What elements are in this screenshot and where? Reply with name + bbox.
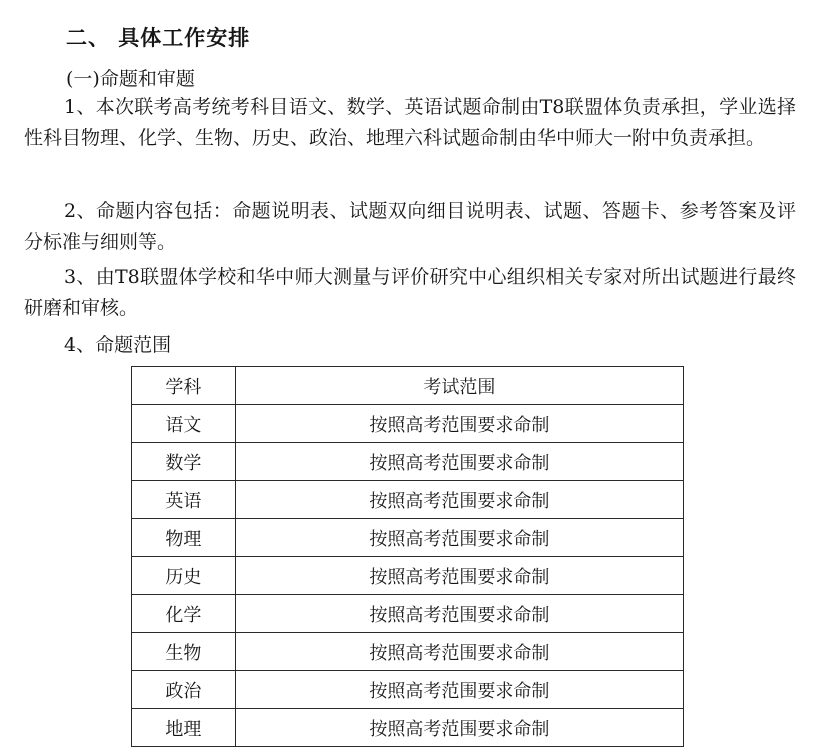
scope-cell: 按照高考范围要求命制 (235, 443, 683, 481)
scope-cell: 按照高考范围要求命制 (235, 595, 683, 633)
subject-cell: 物理 (132, 519, 236, 557)
table-row (132, 443, 684, 481)
table-row (132, 671, 684, 709)
scope-cell: 按照高考范围要求命制 (235, 709, 683, 747)
subject-cell: 数学 (132, 443, 236, 481)
scope-cell: 按照高考范围要求命制 (235, 671, 683, 709)
paragraph-3: 3、由T8联盟体学校和华中师大测量与评价研究中心组织相关专家对所出试题进行最终研磨和审核。 (24, 266, 796, 319)
subject-cell: 地理 (132, 709, 236, 747)
table-row (132, 481, 684, 519)
subject-cell: 生物 (132, 633, 236, 671)
table-row (132, 405, 684, 443)
table-row (132, 595, 684, 633)
paragraph-2: 2、命题内容包括：命题说明表、试题双向细目说明表、试题、答题卡、参考答案及评分标准与细则等。 (24, 200, 796, 253)
scope-cell: 按照高考范围要求命制 (235, 519, 683, 557)
paragraph-1: 1、本次联考高考统考科目语文、数学、英语试题命制由T8联盟体负责承担，学业选择性科目物理、化学、生物、历史、政治、地理六科试题命制由华中师大一附中负责承担。 (24, 96, 796, 149)
subject-cell: 政治 (132, 671, 236, 709)
header-scope: 考试范围 (235, 367, 683, 405)
table-row (132, 709, 684, 747)
scope-cell: 按照高考范围要求命制 (235, 557, 683, 595)
subject-cell: 历史 (132, 557, 236, 595)
table-row (132, 519, 684, 557)
scope-cell: 按照高考范围要求命制 (235, 405, 683, 443)
table-row (132, 633, 684, 671)
table-row (132, 557, 684, 595)
section-subtitle: (一)命题和审题 (66, 68, 195, 90)
subject-cell: 语文 (132, 405, 236, 443)
subject-cell: 化学 (132, 595, 236, 633)
scope-cell: 按照高考范围要求命制 (235, 481, 683, 519)
section-title: 二、 具体工作安排 (66, 26, 251, 50)
scope-title: 4、命题范围 (64, 334, 172, 356)
table-header-row (132, 367, 684, 405)
header-subject: 学科 (132, 367, 236, 405)
scope-table (131, 366, 684, 747)
scope-cell: 按照高考范围要求命制 (235, 633, 683, 671)
subject-cell: 英语 (132, 481, 236, 519)
